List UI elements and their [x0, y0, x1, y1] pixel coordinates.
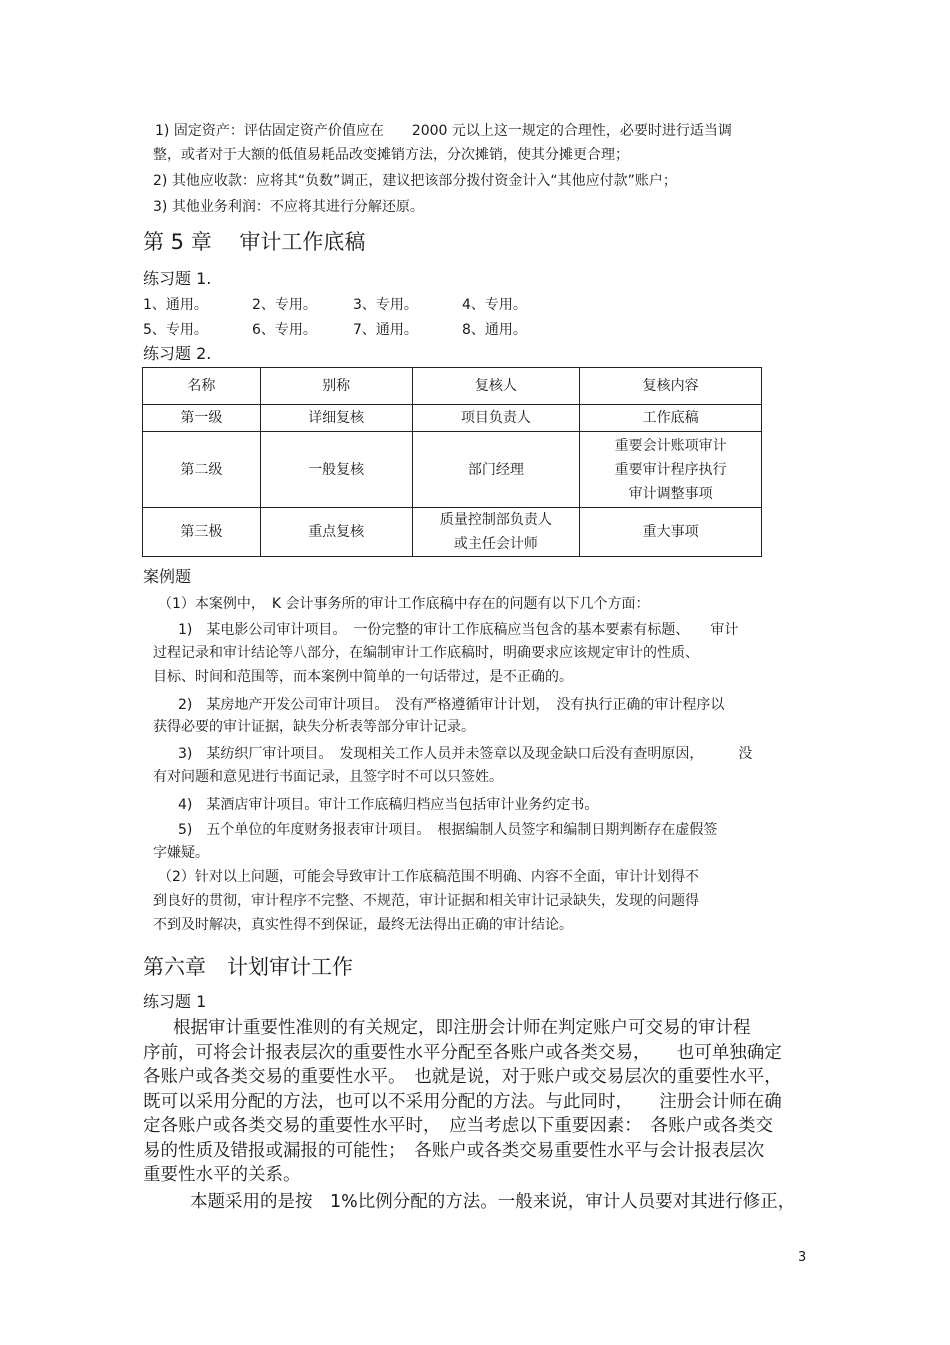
case-line: （2）针对以上问题，可能会导致审计工作底稿范围不明确、内容不全面，审计计划得不	[158, 869, 699, 885]
table-cell: 详细复核	[260, 405, 412, 432]
table-cell: 第三极	[143, 508, 261, 557]
table-row	[143, 405, 762, 432]
table-cell	[580, 432, 762, 508]
para-line: 根据审计重要性准则的有关规定，即注册会计师在判定账户可交易的审计程	[173, 1018, 751, 1038]
cell-line: 重要会计账项审计	[614, 437, 727, 454]
answer-item: 8、通用。	[462, 322, 527, 338]
table-row	[143, 508, 762, 557]
table-cell: 一般复核	[260, 432, 412, 508]
case-line: （1）本案例中， K 会计事务所的审计工作底稿中存在的问题有以下几个方面：	[158, 596, 650, 612]
table-cell: 第二级	[143, 432, 261, 508]
page-number: 3	[798, 1250, 807, 1265]
para-line: 易的性质及错报或漏报的可能性； 各账户或各类交易重要性水平与会计报表层次	[143, 1141, 765, 1161]
para-line: 既可以采用分配的方法，也可以不采用分配的方法。与此同时， 注册会计师在确	[143, 1092, 782, 1112]
answer-item: 7、通用。	[353, 322, 418, 338]
table-cell: 重点复核	[260, 508, 412, 557]
review-levels-table	[142, 367, 762, 557]
table-cell	[412, 508, 580, 557]
answer-item: 4、专用。	[462, 297, 527, 313]
case-line: 过程记录和审计结论等八部分，在编制审计工作底稿时，明确要求应该规定审计的性质、	[153, 645, 699, 661]
case-line: 获得必要的审计证据，缺失分析表等部分审计记录。	[153, 719, 475, 735]
table-header-cell: 别称	[260, 368, 412, 405]
case-line: 3) 某纺织厂审计项目。 发现相关工作人员并未签章以及现金缺口后没有查明原因， 没	[178, 746, 753, 762]
answer-item: 1、通用。	[143, 297, 208, 313]
para-line: 序前，可将会计报表层次的重要性水平分配至各账户或各类交易， 也可单独确定	[143, 1043, 782, 1063]
case-line: 5) 五个单位的年度财务报表审计项目。 根据编制人员签字和编制日期判断存在虚假签	[178, 822, 718, 838]
answer-item: 2、专用。	[252, 297, 317, 313]
cell-line: 重要审计程序执行	[614, 461, 727, 478]
intro-line-4: 3) 其他业务利润：不应将其进行分解还原。	[153, 199, 424, 215]
table-header-cell: 名称	[143, 368, 261, 405]
case-line: 4) 某酒店审计项目。审计工作底稿归档应当包括审计业务约定书。	[178, 797, 599, 813]
cell-line: 或主任会计师	[453, 536, 538, 552]
cell-line: 质量控制部负责人	[439, 512, 552, 528]
ch5-exercise1-heading: 练习题 1.	[143, 269, 212, 288]
answer-item: 6、专用。	[252, 322, 317, 338]
table-header-cell: 复核人	[412, 368, 580, 405]
case-line: 不到及时解决，真实性得不到保证，最终无法得出正确的审计结论。	[153, 917, 573, 933]
cell-line: 审计调整事项	[628, 485, 713, 502]
intro-line-3: 2) 其他应收款：应将其“负数”调正，建议把该部分拨付资金计入“其他应付款”账户；	[153, 173, 677, 189]
ch6-exercise1-heading: 练习题 1	[143, 992, 207, 1011]
para-line: 定各账户或各类交易的重要性水平时， 应当考虑以下重要因素： 各账户或各类交	[143, 1116, 773, 1136]
case-line: 目标、时间和范围等，而本案例中简单的一句话带过，是不正确的。	[153, 669, 573, 685]
table-row	[143, 432, 762, 508]
para-line: 各账户或各类交易的重要性水平。 也就是说，对于账户或交易层次的重要性水平，	[143, 1067, 782, 1087]
table-header-cell: 复核内容	[580, 368, 762, 405]
ch5-exercise2-heading: 练习题 2.	[143, 344, 212, 363]
answer-item: 5、专用。	[143, 322, 208, 338]
case-line: 1) 某电影公司审计项目。 一份完整的审计工作底稿应当包含的基本要素有标题、 审计	[178, 622, 739, 638]
para-line: 本题采用的是按 1%比例分配的方法。一般来说，审计人员要对其进行修正，	[190, 1192, 796, 1212]
chapter6-title: 第六章 计划审计工作	[143, 955, 353, 979]
answer-item: 3、专用。	[353, 297, 418, 313]
chapter5-title: 第 5 章 审计工作底稿	[143, 230, 366, 254]
table-header-row	[143, 368, 762, 405]
table-cell: 部门经理	[412, 432, 580, 508]
case-line: 到良好的贯彻，审计程序不完整、不规范，审计证据和相关审计记录缺失，发现的问题得	[153, 893, 699, 909]
table-cell: 工作底稿	[580, 405, 762, 432]
table-cell: 项目负责人	[412, 405, 580, 432]
intro-line-1: 1) 固定资产：评估固定资产价值应在 2000 元以上这一规定的合理性，必要时进行适当调	[155, 123, 732, 139]
case-line: 字嫌疑。	[153, 845, 209, 861]
table-cell: 第一级	[143, 405, 261, 432]
case-heading: 案例题	[143, 567, 192, 586]
case-line: 有对问题和意见进行书面记录，且签字时不可以只签姓。	[153, 769, 503, 785]
para-line: 重要性水平的关系。	[143, 1165, 301, 1185]
intro-line-2: 整，或者对于大额的低值易耗品改变摊销方法，分次摊销，使其分摊更合理；	[153, 147, 629, 163]
case-line: 2) 某房地产开发公司审计项目。 没有严格遵循审计计划， 没有执行正确的审计程序以	[178, 697, 725, 713]
table-cell: 重大事项	[580, 508, 762, 557]
